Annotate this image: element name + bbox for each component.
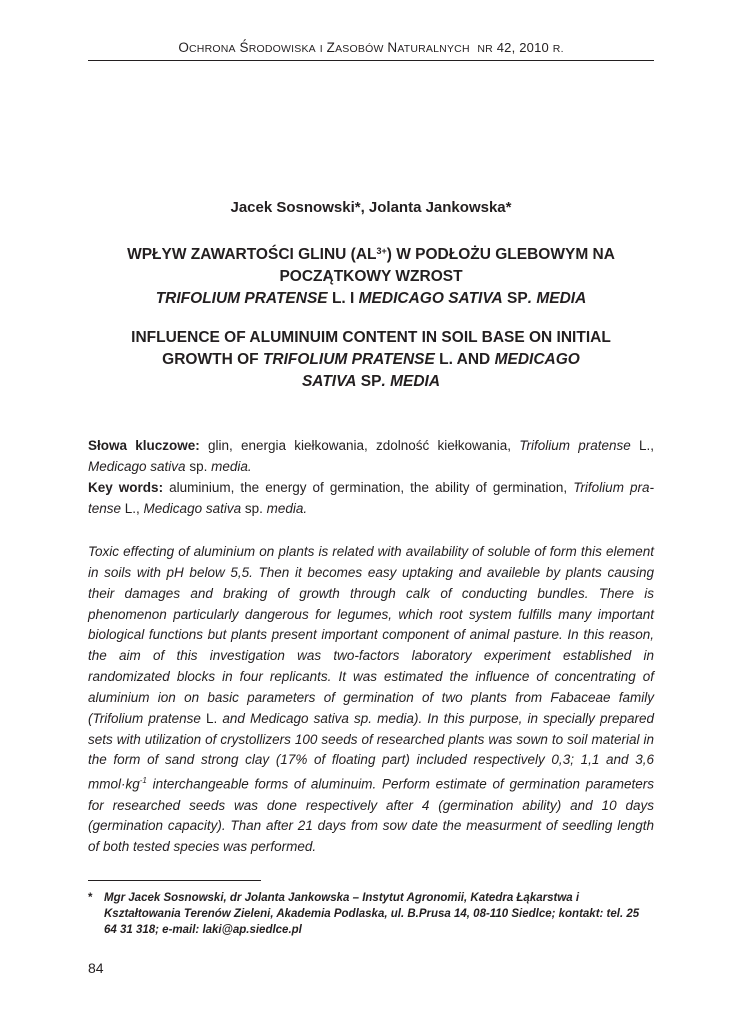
abstract: Toxic effecting of aluminium on plants is related with availability of soluble of form this element in soils with pH below 5,5. Then it becomes easy uptaking and availeble by plants causing their damages and braking of growth through calk of conducting bundles. There is phenomenon particularly dangerous for legumes, which root system fulfills many important biological functions but plants present important component of animal pasture. In this reason, the aim of this investigation was two-factors laboratory experiment established in randomizated blocks in four replicants. It was estimated the influence of concentrating of aluminium ion on basic parameters of germination of two plants from Fabaceae family (Trifolium pratense L. and Medicago sativa sp. media). In this purpose, in specially prepared sets with utilization of crystollizers 100 seeds of researched plants was sown to soil material in the form of sand strong clay (17% of floating part) included respectively 0,3; 1,1 and 3,6 $mmol\cdot kg^{-1}$ interchangeable forms of aluminuim. Perform estimate of germination parameters for researched seeds was done respectively after 4 (germination ability) and 10 days (germination capacity). Than after 21 days from sow date the measurment of seedling length of both tested species was performed.: [88, 544, 654, 855]
footnote-rule: [88, 880, 261, 881]
title-english: INFLUENCE OF ALUMINUIM CONTENT IN SOIL BASE ON INITIAL GROWTH OF TRIFOLIUM PRATENSE L. AND MEDICAGO SATIVA SP. MEDIA: [131, 329, 611, 390]
title-polish: WPŁYW ZAWARTOŚCI GLINU $(AL^{3+})$ W PODŁOŻU GLEBOWYM NA POCZĄTKOWY WZROST TRIFOLIUM PRATENSE L. I MEDICAGO SATIVA SP. MEDIA: [127, 246, 615, 307]
authors: Jacek Sosnowski*, Jolanta Jankowska*: [230, 199, 512, 216]
header-rule: [88, 60, 654, 61]
running-header: OCHRONA ŚRODOWISKA I ZASOBÓW NATURALNYCH NR 42, 2010 R.: [178, 40, 564, 55]
footnote: * Mgr Jacek Sosnowski, dr Jolanta Jankowska – Instytut Agronomii, Katedra Łąkarstwa i Kształtowania Terenów Zieleni, Akademia Podlaska, ul. B.Prusa 14, 08-110 Siedlce; kontakt: tel. 25 64 31 318; e-mail: laki@ap.siedlce.pl: [88, 892, 640, 936]
page-number: 84: [88, 960, 104, 976]
keywords-english: Key words: aluminium, the energy of germination, the ability of germination, Trifolium pra-tense L., Medicago sativa sp. media.: [88, 480, 654, 516]
keywords-polish: Słowa kluczowe: glin, energia kiełkowania, zdolność kiełkowania, Trifolium pratense L., Medicago sativa sp. media.: [88, 438, 654, 474]
keywords: [88, 435, 654, 519]
